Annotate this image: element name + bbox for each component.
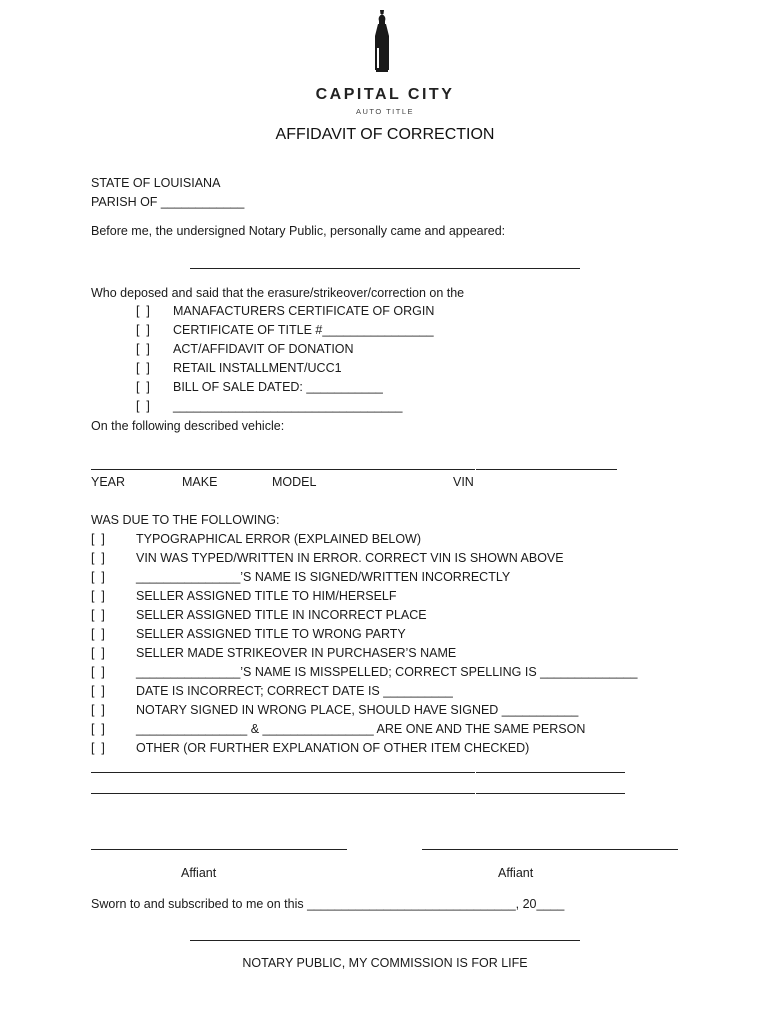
checkbox-typographical-error[interactable]: [ ] (91, 532, 105, 546)
reason-other-explanation: OTHER (OR FURTHER EXPLANATION OF OTHER ITEM CHECKED) (136, 741, 530, 755)
checkbox-incorrect-place[interactable]: [ ] (91, 608, 105, 622)
explanation-line-1b[interactable] (476, 772, 625, 773)
checkbox-wrong-party[interactable]: [ ] (91, 627, 105, 641)
explanation-line-2a[interactable] (91, 793, 475, 794)
vehicle-description-line[interactable] (91, 469, 475, 470)
checkbox-vin-error[interactable]: [ ] (91, 551, 105, 565)
brand-subtitle: AUTO TITLE (355, 107, 415, 116)
reason-notary-wrong-place[interactable]: NOTARY SIGNED IN WRONG PLACE, SHOULD HAVE SIGNED ___________ (136, 703, 579, 717)
checkbox-other-explanation[interactable]: [ ] (91, 741, 105, 755)
appeared-name-line[interactable] (190, 268, 580, 269)
deposed-text: Who deposed and said that the erasure/strikeover/correction on the (91, 286, 465, 300)
notary-label: NOTARY PUBLIC, MY COMMISSION IS FOR LIFE (242, 956, 528, 970)
notary-signature-line[interactable] (190, 940, 580, 941)
checkbox-date-incorrect[interactable]: [ ] (91, 684, 105, 698)
reason-typographical-error: TYPOGRAPHICAL ERROR (EXPLAINED BELOW) (136, 532, 422, 546)
reason-name-signed-incorrectly[interactable]: _______________’S NAME IS SIGNED/WRITTEN INCORRECTLY (136, 570, 511, 584)
reason-incorrect-place: SELLER ASSIGNED TITLE IN INCORRECT PLACE (136, 608, 427, 622)
brand-name: CAPITAL CITY (315, 86, 455, 103)
checkbox-assigned-to-self[interactable]: [ ] (91, 589, 105, 603)
before-me-text: Before me, the undersigned Notary Public, personally came and appeared: (91, 224, 506, 238)
explanation-line-2b[interactable] (476, 793, 625, 794)
parish-field[interactable]: PARISH OF ____________ (91, 195, 245, 209)
document-title: AFFIDAVIT OF CORRECTION (275, 126, 495, 143)
doc-item-certificate-of-title: CERTIFICATE OF TITLE #________________ (173, 323, 434, 337)
year-label: YEAR (91, 475, 126, 489)
checkbox-mco[interactable]: [ ] (136, 304, 150, 318)
checkbox-bill-of-sale[interactable]: [ ] (136, 380, 150, 394)
checkbox-retail-installment[interactable]: [ ] (136, 361, 150, 375)
doc-item-other[interactable]: _________________________________ (173, 399, 403, 413)
vehicle-lead-text: On the following described vehicle: (91, 419, 285, 433)
affiant-signature-line-left[interactable] (91, 849, 347, 850)
reason-same-person[interactable]: ________________ & ________________ ARE ONE AND THE SAME PERSON (136, 722, 586, 736)
checkbox-same-person[interactable]: [ ] (91, 722, 105, 736)
vin-label: VIN (453, 475, 474, 489)
capital-building-logo-icon (367, 8, 397, 74)
checkbox-certificate-of-title[interactable]: [ ] (136, 323, 150, 337)
reasons-lead-text: WAS DUE TO THE FOLLOWING: (91, 513, 280, 527)
reason-date-incorrect[interactable]: DATE IS INCORRECT; CORRECT DATE IS __________ (136, 684, 453, 698)
reason-assigned-to-self: SELLER ASSIGNED TITLE TO HIM/HERSELF (136, 589, 397, 603)
vehicle-vin-line[interactable] (476, 469, 617, 470)
affiant-label-right: Affiant (498, 866, 534, 880)
checkbox-strikeover[interactable]: [ ] (91, 646, 105, 660)
doc-item-retail-installment: RETAIL INSTALLMENT/UCC1 (173, 361, 342, 375)
affiant-label-left: Affiant (181, 866, 217, 880)
checkbox-name-misspelled[interactable]: [ ] (91, 665, 105, 679)
explanation-line-1a[interactable] (91, 772, 475, 773)
reason-vin-error: VIN WAS TYPED/WRITTEN IN ERROR. CORRECT VIN IS SHOWN ABOVE (136, 551, 564, 565)
affiant-signature-line-right[interactable] (422, 849, 678, 850)
make-label: MAKE (182, 475, 218, 489)
reason-strikeover: SELLER MADE STRIKEOVER IN PURCHASER’S NAME (136, 646, 457, 660)
reason-wrong-party: SELLER ASSIGNED TITLE TO WRONG PARTY (136, 627, 406, 641)
doc-item-donation: ACT/AFFIDAVIT OF DONATION (173, 342, 354, 356)
state-label: STATE OF LOUISIANA (91, 176, 221, 190)
model-label: MODEL (272, 475, 317, 489)
doc-item-mco: MANAFACTURERS CERTIFICATE OF ORGIN (173, 304, 435, 318)
checkbox-name-signed-incorrectly[interactable]: [ ] (91, 570, 105, 584)
checkbox-donation[interactable]: [ ] (136, 342, 150, 356)
checkbox-notary-wrong-place[interactable]: [ ] (91, 703, 105, 717)
doc-item-bill-of-sale: BILL OF SALE DATED: ___________ (173, 380, 383, 394)
checkbox-other-document[interactable]: [ ] (136, 399, 150, 413)
reason-name-misspelled[interactable]: _______________’S NAME IS MISSPELLED; CORRECT SPELLING IS ______________ (136, 665, 638, 679)
sworn-text[interactable]: Sworn to and subscribed to me on this ______________________________, 20____ (91, 897, 565, 911)
